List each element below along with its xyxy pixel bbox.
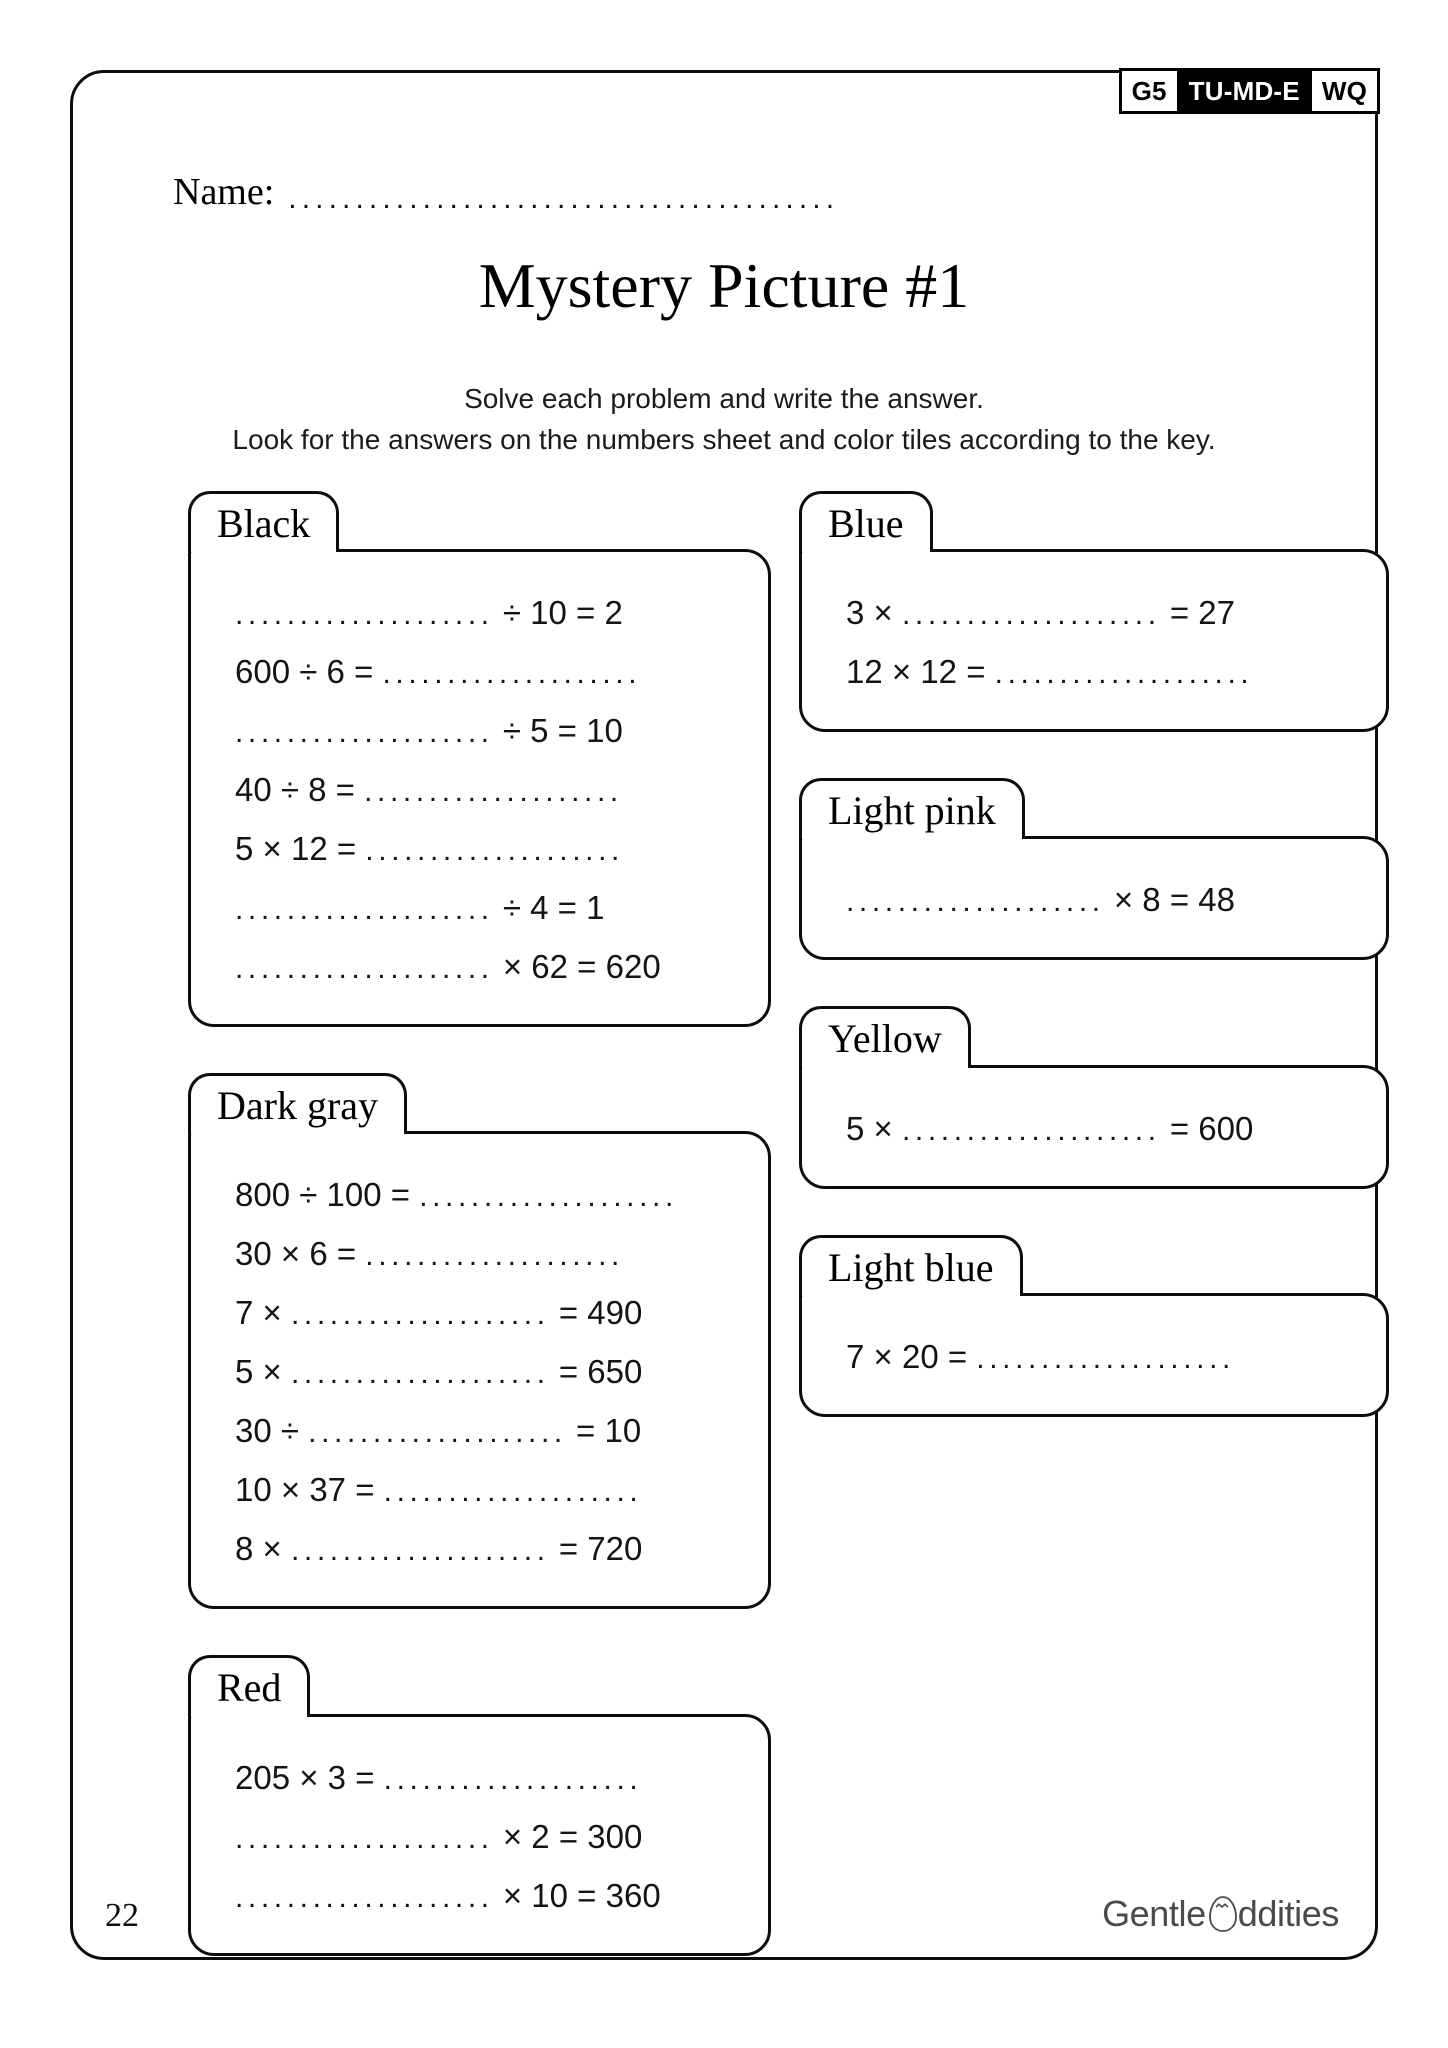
right-column xyxy=(799,491,1389,1417)
answer-blank[interactable]: .................... xyxy=(976,1341,1235,1375)
problem-text: × 10 = 360 xyxy=(493,1876,661,1914)
color-group-label-dark-gray: Dark gray xyxy=(188,1073,407,1134)
problem-row xyxy=(235,1473,734,1507)
answer-blank[interactable]: .................... xyxy=(365,834,624,868)
problem-row xyxy=(235,832,734,866)
answer-blank[interactable]: .................... xyxy=(235,1821,494,1855)
badge-grade: G5 xyxy=(1122,71,1177,111)
left-column xyxy=(188,491,771,1956)
color-group-label-blue: Blue xyxy=(799,491,933,552)
problem-row xyxy=(846,1109,1352,1147)
problem-text: 800 ÷ 100 = xyxy=(235,1176,420,1214)
problem-row xyxy=(235,891,734,925)
problem-row xyxy=(846,596,1352,630)
problem-text: = 490 xyxy=(549,1294,643,1332)
answer-blank[interactable]: .................... xyxy=(901,1113,1161,1147)
problem-text: = 10 xyxy=(566,1412,642,1450)
problem-row xyxy=(235,1758,734,1796)
color-group-blue xyxy=(799,491,1389,732)
problem-text: 40 ÷ 8 = xyxy=(235,771,365,809)
problem-text: = 720 xyxy=(549,1530,643,1568)
answer-blank[interactable]: .................... xyxy=(846,885,1105,919)
problem-card-light-pink xyxy=(799,836,1389,960)
problem-text: 30 × 6 = xyxy=(235,1235,366,1273)
problem-row xyxy=(235,714,734,748)
problem-text: ÷ 5 = 10 xyxy=(493,712,623,750)
color-group-light-pink xyxy=(799,778,1389,960)
color-group-label-light-pink: Light pink xyxy=(799,778,1025,839)
page-title: Mystery Picture #1 xyxy=(478,250,970,321)
name-field-row xyxy=(173,171,840,215)
name-label: Name: xyxy=(173,171,275,213)
answer-blank[interactable]: .................... xyxy=(419,1180,678,1214)
problem-row xyxy=(235,1296,734,1330)
brand-text-oddities: ddities xyxy=(1237,1893,1339,1934)
color-groups-area xyxy=(188,491,1433,1956)
answer-blank[interactable]: .................... xyxy=(290,1357,550,1391)
color-group-black xyxy=(188,491,771,1027)
problem-card-blue xyxy=(799,549,1389,732)
problem-card-dark-gray xyxy=(188,1131,771,1609)
problem-text: 30 ÷ xyxy=(235,1412,309,1450)
answer-blank[interactable]: .................... xyxy=(235,893,494,927)
problem-row xyxy=(846,1337,1352,1375)
problem-text: ÷ 10 = 2 xyxy=(493,594,623,632)
problem-text: × 8 = 48 xyxy=(1104,881,1235,919)
problem-row xyxy=(846,655,1352,689)
answer-blank[interactable]: .................... xyxy=(308,1416,567,1450)
color-group-label-yellow: Yellow xyxy=(799,1006,971,1067)
problem-text: 8 × xyxy=(235,1530,291,1568)
problem-text: 10 × 37 = xyxy=(235,1471,384,1509)
problem-card-red xyxy=(188,1714,771,1956)
problem-row xyxy=(235,1532,734,1566)
instructions-line-1: Solve each problem and write the answer. xyxy=(464,383,984,414)
worksheet-code-badge xyxy=(1119,68,1380,114)
problem-text: = 650 xyxy=(549,1353,643,1391)
color-group-light-blue xyxy=(799,1235,1389,1417)
badge-type: WQ xyxy=(1312,71,1377,111)
answer-blank[interactable]: .................... xyxy=(365,1239,624,1273)
problem-text: ÷ 4 = 1 xyxy=(493,889,605,927)
problem-row xyxy=(846,883,1352,917)
problem-row xyxy=(235,950,734,984)
problem-row xyxy=(235,1876,734,1914)
problem-row xyxy=(235,1178,734,1212)
answer-blank[interactable]: .................... xyxy=(235,952,494,986)
problem-text: 5 × xyxy=(846,1109,902,1147)
problem-text: 205 × 3 = xyxy=(235,1758,384,1796)
answer-blank[interactable]: .................... xyxy=(235,716,494,750)
problem-text: × 2 = 300 xyxy=(493,1817,643,1855)
problem-text: = 27 xyxy=(1160,594,1235,632)
answer-blank[interactable]: .................... xyxy=(901,598,1161,632)
problem-card-light-blue xyxy=(799,1293,1389,1417)
problem-text: 3 × xyxy=(846,594,902,632)
problem-text: = 600 xyxy=(1160,1109,1254,1147)
problem-text: × 62 = 620 xyxy=(493,948,661,986)
cracked-egg-icon xyxy=(1208,1895,1238,1933)
answer-blank[interactable]: .................... xyxy=(994,657,1254,691)
instructions-line-2: Look for the answers on the numbers sheet and color tiles according to the key. xyxy=(232,424,1216,456)
brand-text-gentle: Gentle xyxy=(1102,1893,1206,1934)
color-group-yellow xyxy=(799,1006,1389,1188)
color-group-label-red: Red xyxy=(188,1655,310,1716)
name-write-line[interactable]: ......................................... xyxy=(288,182,840,215)
problem-row xyxy=(235,1355,734,1389)
instructions xyxy=(73,378,1375,461)
problem-row xyxy=(235,773,734,807)
answer-blank[interactable]: .................... xyxy=(364,775,623,809)
answer-blank[interactable]: .................... xyxy=(235,598,494,632)
problem-card-black xyxy=(188,549,771,1027)
problem-text: 7 × 20 = xyxy=(846,1337,977,1375)
problem-row xyxy=(235,1414,734,1448)
problem-text: 7 × xyxy=(235,1294,291,1332)
problem-text: 5 × 12 = xyxy=(235,830,366,868)
badge-code: TU-MD-E xyxy=(1177,71,1312,111)
problem-text: 600 ÷ 6 = xyxy=(235,653,383,691)
color-group-label-light-blue: Light blue xyxy=(799,1235,1023,1296)
problem-text: 12 × 12 = xyxy=(846,653,995,691)
answer-blank[interactable]: .................... xyxy=(235,1880,494,1914)
answer-blank[interactable]: .................... xyxy=(383,1475,643,1509)
color-group-dark-gray xyxy=(188,1073,771,1609)
color-group-red xyxy=(188,1655,771,1955)
problem-card-yellow xyxy=(799,1065,1389,1189)
answer-blank[interactable]: .................... xyxy=(290,1534,550,1568)
answer-blank[interactable]: .................... xyxy=(383,1762,643,1796)
page-number: 22 xyxy=(105,1897,139,1934)
problem-row xyxy=(235,1237,734,1271)
answer-blank[interactable]: .................... xyxy=(290,1298,550,1332)
worksheet-page xyxy=(70,70,1378,1960)
answer-blank[interactable]: .................... xyxy=(382,657,642,691)
problem-text: 5 × xyxy=(235,1353,291,1391)
brand-logo xyxy=(1102,1895,1339,1933)
problem-row xyxy=(235,655,734,689)
problem-row xyxy=(235,596,734,630)
problem-row xyxy=(235,1817,734,1855)
color-group-label-black: Black xyxy=(188,491,339,552)
